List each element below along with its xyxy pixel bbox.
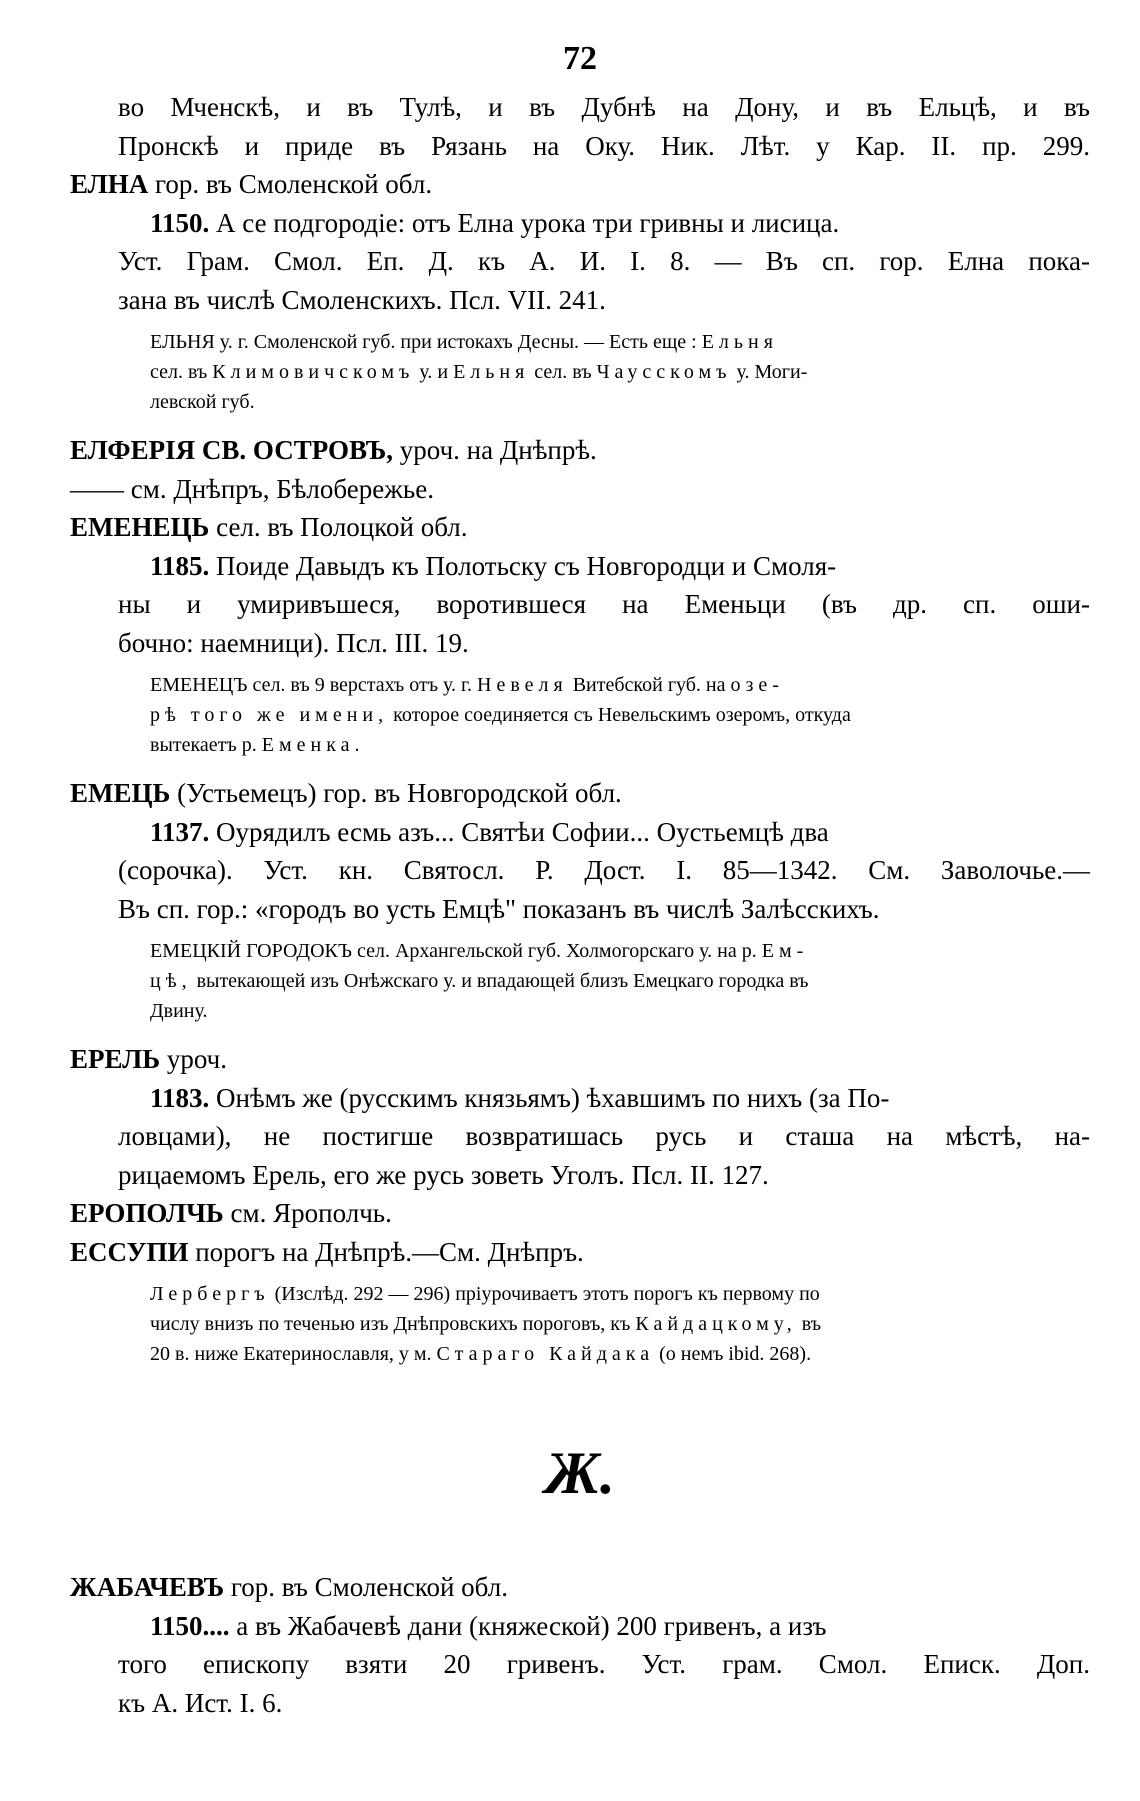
entry-text: уроч.: [160, 1044, 228, 1074]
text-line: [70, 1607, 1090, 1646]
text-line: къ А. Ист. I. 6.: [118, 1687, 283, 1718]
spaced-name: Лербергъ: [150, 1283, 270, 1305]
note-text: у. и: [414, 361, 454, 383]
text-line: рицаемомъ Ерель, его же русь зоветь Уголъ. Псл. II. 127.: [118, 1159, 769, 1190]
spaced-name: Стараго Кайдака: [436, 1343, 655, 1365]
text-line: (сорочка). Уст. кн. Святосл. Р. Дост. I. 85—1342. См. Заволочье.—: [118, 855, 1090, 885]
spaced-name: Климовичскомъ: [212, 361, 415, 383]
note-text: числу внизъ по теченью изъ Днѣпровскихъ пороговъ, къ: [150, 1313, 636, 1335]
entry-emec: [70, 774, 1090, 813]
entry-elferia: [70, 431, 1090, 470]
year: 1137.: [150, 816, 210, 847]
headword: ЕССУПИ: [70, 1236, 189, 1267]
note-text: сел. въ: [529, 361, 597, 383]
entry-text: А се подгородіе: отъ Елна урока три гривны и лисица.: [209, 207, 840, 238]
note-text: которое соединяется съ Невельскимъ озеромъ, откуда: [388, 704, 851, 726]
note-text: у. Моги-: [731, 361, 808, 383]
spaced-name: Еменка.: [261, 734, 365, 756]
note-line: [70, 670, 1090, 700]
headword: ЕРЕЛЬ: [70, 1044, 161, 1074]
text-line: ловцами), не постигше возвратишась русь и сташа на мѣстѣ, на-: [118, 1121, 1090, 1151]
spaced-name: Невеля: [477, 674, 568, 696]
text-line: [70, 547, 1090, 586]
text-line: [70, 1079, 1090, 1118]
note-text: (о немъ ibid. 268).: [654, 1343, 812, 1365]
spaced-name: рѣ того же имени,: [150, 704, 389, 726]
note-text: вытекающей изъ Онѣжскаго у. и впадающей близъ Емецкаго городка въ: [191, 970, 809, 992]
entry-text: гор. въ Смоленской обл.: [224, 1572, 508, 1602]
note-line: [70, 1279, 1090, 1309]
year: 1150....: [150, 1610, 230, 1641]
spaced-name: Кайдацкому,: [635, 1313, 797, 1335]
note-line: [70, 327, 1090, 357]
headword: ЖАБАЧЕВЪ: [70, 1572, 225, 1602]
headword: ЕЛНА: [70, 169, 149, 199]
text-line: Въ сп. гор.: «городъ во усть Емцѣ" показанъ въ числѣ Залѣсскихъ.: [118, 893, 880, 924]
note-line: [70, 936, 1090, 966]
text-line: Пронскѣ и приде въ Рязань на Оку. Ник. Лѣт. у Кар. II. пр. 299.: [118, 130, 1090, 161]
note-line: [70, 1309, 1090, 1339]
entry-text: Онѣмъ же (русскимъ князьямъ) ѣхавшимъ по нихъ (за По-: [209, 1082, 890, 1113]
note-line: [70, 730, 1090, 760]
entry-text: Поиде Давыдъ къ Полотьску съ Новгородци и Смоля-: [209, 550, 837, 581]
spaced-name: Ельня: [701, 331, 778, 353]
entry-text: см. Ярополчь.: [223, 1198, 392, 1228]
text-line: [70, 813, 1090, 852]
note-text: Витебской губ. на: [567, 674, 731, 696]
spaced-name: озе-: [730, 674, 784, 696]
text-line: [70, 204, 1090, 243]
entry-text: Оурядилъ есмь азъ... Святѣи Софии... Оустьемцѣ два: [209, 816, 829, 847]
note-line: Двину.: [150, 1000, 208, 1022]
entry-essupi: [70, 1233, 1090, 1272]
text-line: бочно: наемници). Псл. III. 19.: [118, 627, 469, 658]
entry-text: уроч. на Днѣпрѣ.: [393, 435, 597, 465]
note-text: ЕМЕНЕЦЪ сел. въ 9 верстахъ отъ у. г.: [150, 674, 477, 696]
entry-eropolch: [70, 1194, 1090, 1233]
note-text: въ: [796, 1313, 822, 1335]
text-line: во Мченскѣ, и въ Тулѣ, и въ Дубнѣ на Дону, и въ Ельцѣ, и въ: [118, 92, 1090, 122]
note-line: [70, 966, 1090, 996]
headword: ЕМЕЦЬ: [70, 778, 171, 808]
note-text: ЕМЕЦКІЙ ГОРОДОКЪ сел. Архангельской губ. Холмогорскаго у. на р.: [150, 940, 762, 962]
year: 1150.: [150, 207, 210, 238]
spaced-name: Ем-: [761, 940, 809, 962]
entry-text: порогъ на Днѣпрѣ.—См. Днѣпръ.: [188, 1236, 584, 1267]
headword: ЕМЕНЕЦЬ: [70, 512, 210, 542]
note-line: [70, 357, 1090, 387]
entry-zhabachev: [70, 1568, 1090, 1607]
text-line: Уст. Грам. Смол. Еп. Д. къ А. И. I. 8. — Въ сп. гор. Елна пока-: [118, 246, 1090, 276]
page-number: 72: [563, 40, 597, 77]
headword: ЕРОПОЛЧЬ: [70, 1198, 224, 1228]
document-page: [70, 40, 1090, 1722]
note-text: 20 в. ниже Екатеринославля, у м.: [150, 1343, 437, 1365]
note-line: левской губ.: [150, 391, 255, 413]
note-text: вытекаетъ р.: [150, 734, 262, 756]
entry-emenec: [70, 508, 1090, 547]
year: 1183.: [150, 1082, 210, 1113]
text-line: —— см. Днѣпръ, Бѣлобережье.: [70, 473, 434, 504]
text-line: ны и умиривъшеся, воротившеся на Еменьци (въ др. сп. оши-: [118, 589, 1090, 619]
entry-erel: [70, 1040, 1090, 1079]
entry-text: сел. въ Полоцкой обл.: [209, 512, 468, 542]
headword: ЕЛФЕРІЯ СВ. ОСТРОВЪ,: [70, 435, 394, 465]
note-text: ЕЛЬНЯ у. г. Смоленской губ. при истокахъ Десны. — Есть еще :: [150, 331, 702, 353]
entry-text: (Устьемецъ) гор. въ Новгородской обл.: [170, 778, 622, 808]
spaced-name: Ельня: [453, 361, 530, 383]
note-text: (Изслѣд. 292 — 296) пріурочиваетъ этотъ порогъ къ первому по: [269, 1283, 820, 1305]
note-line: [70, 1339, 1090, 1369]
text-line: того епископу взяти 20 гривенъ. Уст. грам. Смол. Еписк. Доп.: [118, 1649, 1090, 1679]
spaced-name: Чаусскомъ: [596, 361, 732, 383]
note-text: сел. въ: [150, 361, 213, 383]
section-letter: Ж.: [544, 1440, 616, 1506]
note-line: [70, 700, 1090, 730]
text-line: зана въ числѣ Смоленскихъ. Псл. VII. 241.: [118, 284, 606, 315]
entry-elna: [70, 165, 1090, 204]
entry-text: а въ Жабачевѣ дани (княжеской) 200 гривенъ, а изъ: [229, 1610, 827, 1641]
year: 1185.: [150, 550, 210, 581]
entry-text: гор. въ Смоленской обл.: [148, 169, 433, 199]
spaced-name: цѣ,: [150, 970, 192, 992]
